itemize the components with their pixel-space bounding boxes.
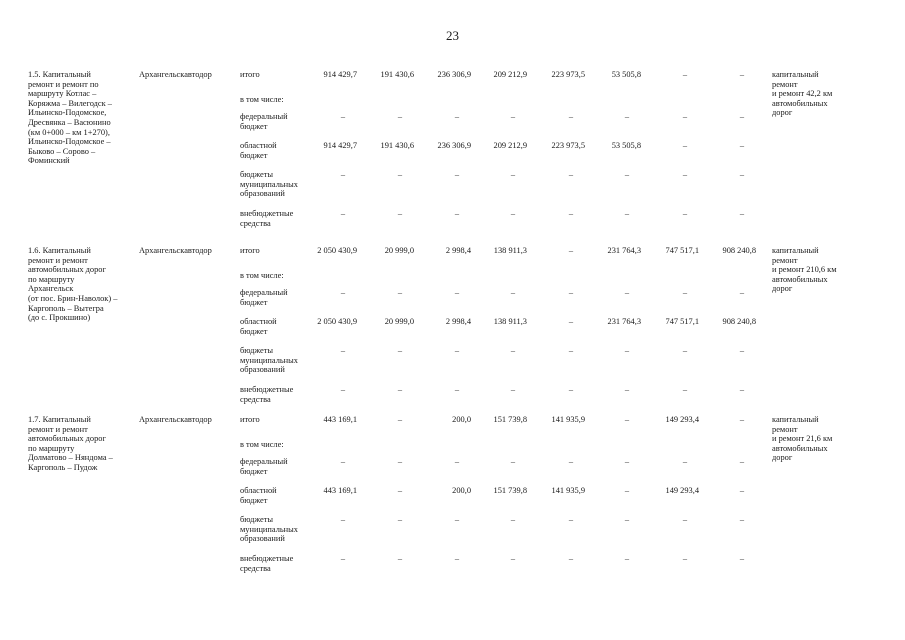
amount-cell: –	[340, 170, 346, 179]
amount-cell: –	[340, 209, 346, 218]
amount-cell: 223 973,5	[551, 70, 585, 79]
amount-cell: 20 999,0	[384, 317, 414, 326]
amount-cell: 2 998,4	[445, 317, 471, 326]
amount-cell: –	[397, 554, 403, 563]
amount-cell: –	[624, 415, 630, 424]
amount-cell: 149 293,4	[665, 415, 699, 424]
funding-source-label: в том числе:	[240, 95, 284, 104]
page-number: 23	[446, 28, 459, 43]
amount-cell: –	[340, 457, 346, 466]
amount-cell: –	[397, 486, 403, 495]
amount-cell: 908 240,8	[722, 317, 756, 326]
amount-cell: 149 293,4	[665, 486, 699, 495]
amount-cell: –	[510, 170, 516, 179]
amount-cell: –	[682, 170, 688, 179]
amount-cell: –	[682, 346, 688, 355]
section-title-line: ремонт и ремонт	[28, 424, 88, 434]
amount-cell: –	[739, 288, 745, 297]
section-title-line: Ильинско-Подомское –	[28, 137, 111, 147]
result-note-line: и ремонт 42,2 км	[772, 89, 833, 99]
amount-cell: –	[510, 346, 516, 355]
amount-cell: –	[510, 209, 516, 218]
result-note-line: ремонт	[772, 79, 798, 89]
amount-cell: –	[397, 346, 403, 355]
amount-cell: –	[454, 515, 460, 524]
result-note-line: и ремонт 210,6 км	[772, 265, 837, 275]
funding-source-label: областной	[240, 141, 277, 150]
amount-cell: 914 429,7	[323, 70, 357, 79]
funding-source-label: областной	[240, 317, 277, 326]
amount-cell: 53 505,8	[611, 141, 641, 150]
amount-cell: –	[568, 554, 574, 563]
amount-cell: –	[568, 346, 574, 355]
amount-cell: –	[739, 112, 745, 121]
amount-cell: 908 240,8	[722, 246, 756, 255]
result-note-line: капитальный	[772, 415, 819, 424]
funding-source-label: федеральный	[240, 288, 288, 297]
funding-source-label: муниципальных	[240, 355, 298, 365]
amount-cell: 2 050 430,9	[317, 246, 357, 255]
funding-source-label: в том числе:	[240, 271, 284, 280]
amount-cell: –	[739, 346, 745, 355]
amount-cell: –	[454, 554, 460, 563]
amount-cell: –	[739, 209, 745, 218]
section-title-line: (км 0+000 – км 1+270),	[28, 127, 110, 137]
amount-cell: –	[568, 209, 574, 218]
amount-cell: –	[568, 317, 574, 326]
funding-source-label: образований	[240, 534, 285, 544]
amount-cell: –	[397, 288, 403, 297]
result-note-line: автомобильных	[772, 443, 828, 453]
result-note-line: капитальный	[772, 70, 819, 79]
amount-cell: –	[510, 112, 516, 121]
funding-source-label: бюджет	[240, 121, 268, 131]
amount-cell: 2 998,4	[445, 246, 471, 255]
amount-cell: –	[568, 246, 574, 255]
section-title-line: Каргополь – Пудож	[28, 463, 98, 472]
amount-cell: –	[624, 554, 630, 563]
amount-cell: 209 212,9	[493, 141, 527, 150]
result-note-line: автомобильных	[772, 98, 828, 108]
amount-cell: –	[397, 112, 403, 121]
amount-cell: –	[682, 515, 688, 524]
amount-cell: 151 739,8	[493, 486, 527, 495]
executor: Архангельскавтодор	[139, 415, 212, 424]
amount-cell: –	[568, 112, 574, 121]
funding-source-label: средства	[240, 218, 271, 228]
funding-source-label: средства	[240, 563, 271, 573]
funding-source-label: бюджет	[240, 466, 268, 476]
amount-cell: 191 430,6	[380, 70, 414, 79]
amount-cell: 141 935,9	[551, 415, 585, 424]
executor: Архангельскавтодор	[139, 246, 212, 255]
amount-cell: 231 764,3	[607, 317, 641, 326]
funding-source-label: бюджет	[240, 326, 268, 336]
section-title-line: по маршруту	[28, 274, 75, 284]
section-title-line: ремонт и ремонт по	[28, 79, 99, 89]
amount-cell: 141 935,9	[551, 486, 585, 495]
section-title-line: Коряжма – Вилегодск –	[28, 98, 112, 108]
amount-cell: –	[454, 346, 460, 355]
amount-cell: –	[739, 141, 745, 150]
amount-cell: –	[340, 554, 346, 563]
section-title-line: 1.7. Капитальный	[28, 415, 91, 424]
amount-cell: 914 429,7	[323, 141, 357, 150]
amount-cell: 138 911,3	[493, 317, 527, 326]
amount-cell: –	[682, 457, 688, 466]
section-title-line: Архангельск	[28, 284, 74, 294]
amount-cell: –	[682, 141, 688, 150]
amount-cell: 443 169,1	[323, 486, 357, 495]
section-title-line: Каргополь – Вытегра	[28, 303, 104, 313]
amount-cell: 236 306,9	[437, 70, 471, 79]
section-title-line: автомобильных дорог	[28, 434, 106, 444]
funding-source-label: бюджет	[240, 297, 268, 307]
section-title-line: (от пос. Брин-Наволок) –	[28, 294, 118, 303]
funding-source-label: областной	[240, 486, 277, 495]
section-title-line: Быково – Сорово –	[28, 146, 96, 156]
amount-cell: –	[739, 457, 745, 466]
amount-cell: –	[340, 515, 346, 524]
funding-source-label: внебюджетные	[240, 554, 294, 563]
amount-cell: –	[624, 486, 630, 495]
amount-cell: –	[510, 457, 516, 466]
amount-cell: –	[397, 385, 403, 394]
funding-source-label: образований	[240, 189, 285, 199]
amount-cell: –	[682, 112, 688, 121]
amount-cell: –	[340, 288, 346, 297]
amount-cell: –	[397, 209, 403, 218]
amount-cell: 53 505,8	[611, 70, 641, 79]
amount-cell: –	[624, 209, 630, 218]
amount-cell: 138 911,3	[493, 246, 527, 255]
amount-cell: –	[739, 170, 745, 179]
funding-source-label: бюджеты	[240, 515, 274, 524]
result-note-line: автомобильных	[772, 274, 828, 284]
funding-source-label: итого	[240, 70, 260, 79]
amount-cell: 209 212,9	[493, 70, 527, 79]
amount-cell: –	[510, 515, 516, 524]
section-title-line: Ильинско-Подомское,	[28, 108, 107, 118]
amount-cell: –	[397, 515, 403, 524]
section-title-line: Долматово – Няндома –	[28, 453, 113, 463]
result-note-line: дорог	[772, 108, 793, 118]
amount-cell: –	[340, 112, 346, 121]
amount-cell: 20 999,0	[384, 246, 414, 255]
amount-cell: –	[682, 554, 688, 563]
amount-cell: –	[624, 346, 630, 355]
result-note-line: и ремонт 21,6 км	[772, 434, 833, 444]
section-title-line: Фоминский	[28, 156, 70, 166]
amount-cell: –	[624, 385, 630, 394]
amount-cell: –	[568, 515, 574, 524]
section-title-line: ремонт и ремонт	[28, 255, 88, 265]
result-note-line: капитальный	[772, 246, 819, 255]
amount-cell: –	[739, 415, 745, 424]
amount-cell: –	[568, 288, 574, 297]
funding-source-label: федеральный	[240, 457, 288, 466]
amount-cell: –	[340, 346, 346, 355]
funding-source-label: итого	[240, 415, 260, 424]
funding-source-label: муниципальных	[240, 179, 298, 189]
amount-cell: 200,0	[452, 486, 471, 495]
amount-cell: 236 306,9	[437, 141, 471, 150]
result-note-line: ремонт	[772, 424, 798, 434]
amount-cell: –	[739, 70, 745, 79]
amount-cell: –	[624, 515, 630, 524]
funding-source-label: федеральный	[240, 112, 288, 121]
amount-cell: –	[454, 170, 460, 179]
amount-cell: –	[340, 385, 346, 394]
amount-cell: –	[454, 457, 460, 466]
amount-cell: –	[682, 288, 688, 297]
amount-cell: –	[397, 415, 403, 424]
amount-cell: 231 764,3	[607, 246, 641, 255]
amount-cell: –	[568, 385, 574, 394]
amount-cell: –	[682, 385, 688, 394]
section-title-line: (до с. Прокшино)	[28, 313, 91, 323]
amount-cell: 747 517,1	[665, 246, 699, 255]
funding-source-label: бюджет	[240, 495, 268, 505]
section-title-line: 1.6. Капитальный	[28, 246, 91, 255]
amount-cell: 443 169,1	[323, 415, 357, 424]
amount-cell: –	[510, 385, 516, 394]
amount-cell: –	[454, 112, 460, 121]
section-title-line: 1.5. Капитальный	[28, 70, 91, 79]
amount-cell: –	[739, 385, 745, 394]
amount-cell: 151 739,8	[493, 415, 527, 424]
amount-cell: 191 430,6	[380, 141, 414, 150]
amount-cell: –	[568, 457, 574, 466]
section-title-line: автомобильных дорог	[28, 265, 106, 275]
funding-source-label: бюджеты	[240, 346, 274, 355]
funding-source-label: бюджет	[240, 150, 268, 160]
funding-source-label: средства	[240, 394, 271, 404]
funding-source-label: муниципальных	[240, 524, 298, 534]
section-title-line: Дресвянка – Васюнино	[28, 118, 111, 127]
amount-cell: –	[454, 385, 460, 394]
amount-cell: –	[682, 70, 688, 79]
result-note-line: ремонт	[772, 255, 798, 265]
amount-cell: 2 050 430,9	[317, 317, 357, 326]
amount-cell: –	[624, 170, 630, 179]
funding-source-label: образований	[240, 365, 285, 375]
result-note-line: дорог	[772, 453, 793, 463]
amount-cell: –	[739, 515, 745, 524]
amount-cell: –	[454, 209, 460, 218]
amount-cell: –	[454, 288, 460, 297]
funding-source-label: бюджеты	[240, 170, 274, 179]
section-title-line: по маршруту	[28, 443, 75, 453]
funding-source-label: итого	[240, 246, 260, 255]
amount-cell: –	[397, 170, 403, 179]
funding-source-label: внебюджетные	[240, 385, 294, 394]
amount-cell: –	[568, 170, 574, 179]
amount-cell: 747 517,1	[665, 317, 699, 326]
section-title-line: маршруту Котлас –	[28, 89, 97, 99]
amount-cell: –	[624, 288, 630, 297]
amount-cell: –	[510, 554, 516, 563]
amount-cell: –	[397, 457, 403, 466]
result-note-line: дорог	[772, 284, 793, 294]
amount-cell: –	[624, 457, 630, 466]
amount-cell: –	[739, 554, 745, 563]
funding-source-label: в том числе:	[240, 440, 284, 449]
amount-cell: –	[739, 486, 745, 495]
amount-cell: –	[682, 209, 688, 218]
amount-cell: –	[624, 112, 630, 121]
executor: Архангельскавтодор	[139, 70, 212, 79]
amount-cell: –	[510, 288, 516, 297]
amount-cell: 200,0	[452, 415, 471, 424]
amount-cell: 223 973,5	[551, 141, 585, 150]
funding-source-label: внебюджетные	[240, 209, 294, 218]
